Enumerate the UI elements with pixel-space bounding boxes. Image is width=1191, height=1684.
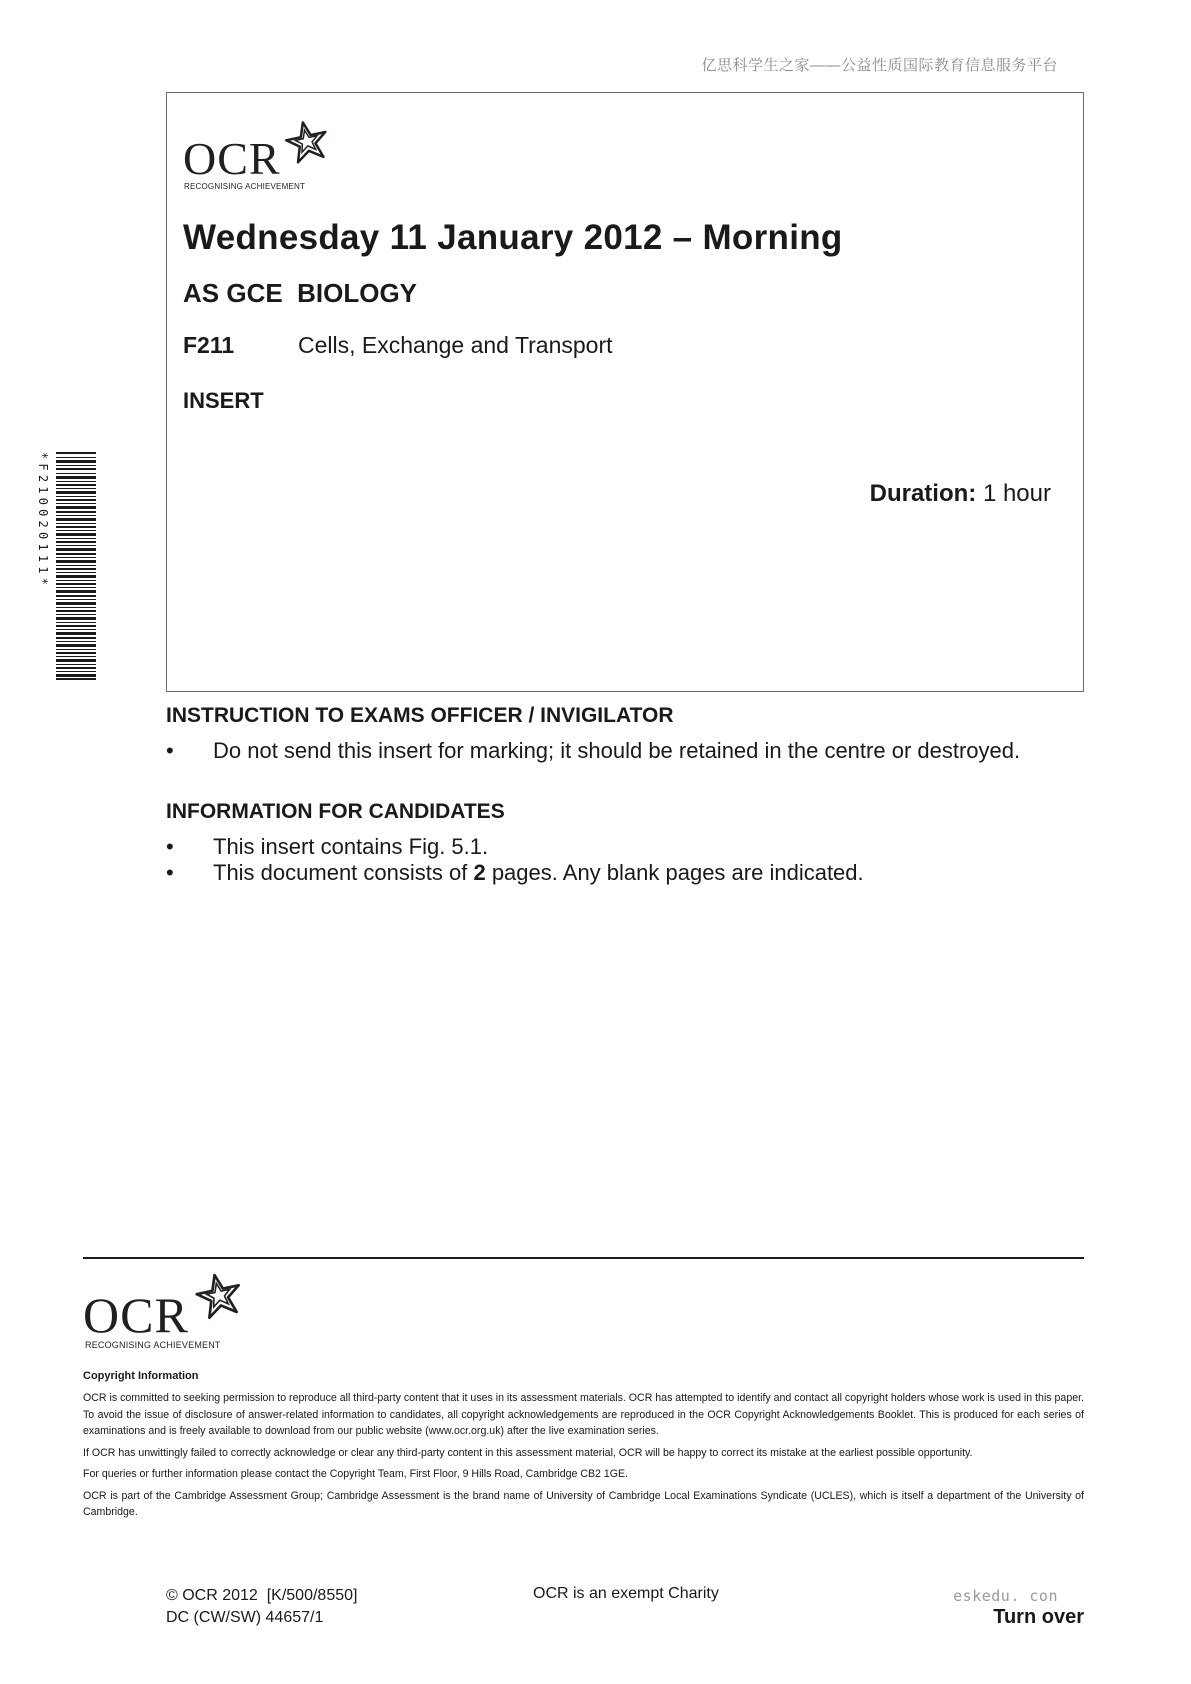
document-type-label: INSERT bbox=[183, 388, 264, 413]
footer-left bbox=[166, 1585, 357, 1629]
instruction-text: Do not send this insert for marking; it should be retained in the centre or destroyed. bbox=[213, 738, 1021, 763]
copyright-body bbox=[83, 1390, 1084, 1526]
ocr-star-icon bbox=[279, 120, 335, 164]
footer-divider bbox=[83, 1257, 1084, 1259]
ocr-star-icon bbox=[189, 1272, 249, 1320]
barcode-text: *F210020111* bbox=[36, 452, 50, 590]
ocr-logo-header bbox=[183, 120, 343, 192]
unit-title: Cells, Exchange and Transport bbox=[298, 332, 613, 358]
info-text-after: pages. Any blank pages are indicated. bbox=[485, 860, 864, 885]
page-count: 2 bbox=[473, 860, 486, 885]
qualification-title: AS GCE BIOLOGY bbox=[183, 278, 418, 308]
instructions-list bbox=[166, 738, 1084, 764]
ocr-logo-text: OCR bbox=[183, 133, 281, 184]
bullet-icon: • bbox=[166, 860, 174, 885]
duration-value: 1 hour bbox=[982, 480, 1051, 507]
information-heading: INFORMATION FOR CANDIDATES bbox=[166, 800, 505, 823]
exam-date-session: Wednesday 11 January 2012 – Morning bbox=[183, 218, 843, 257]
charity-statement: OCR is an exempt Charity bbox=[533, 1585, 719, 1602]
copyright-paragraph: If OCR has unwittingly failed to correctly acknowledge or clear any third-party content in this assessment material, OCR will be happy to correct its mistake at the earliest possible opportunity. bbox=[83, 1446, 973, 1459]
list-item bbox=[166, 860, 1084, 886]
copyright-line: © OCR 2012 [K/500/8550] bbox=[166, 1587, 358, 1604]
bullet-icon: • bbox=[166, 834, 174, 859]
ocr-logo-tagline: RECOGNISING ACHIEVEMENT bbox=[184, 182, 306, 191]
top-watermark: 亿思科学生之家——公益性质国际教育信息服务平台 bbox=[701, 57, 1058, 74]
duration bbox=[870, 480, 1051, 508]
information-list bbox=[166, 834, 1084, 886]
duration-label: Duration: bbox=[869, 480, 977, 507]
ocr-logo-tagline: RECOGNISING ACHIEVEMENT bbox=[85, 1340, 221, 1350]
reference-line: DC (CW/SW) 44657/1 bbox=[166, 1609, 324, 1626]
copyright-paragraph: OCR is committed to seeking permission to reproduce all third-party content that it uses in its assessment materials. OCR has attempted to identify and contact all copyright holders whose work is used in this paper. To avoid the issue of disclosure of answer-related information to candidates, all copyright acknowledgements are reproduced in the OCR Copyright Acknowledgements Booklet. This is produced for each series of examinations and is freely available to download from our public website (www.ocr.org.uk) after the live examination series. bbox=[83, 1392, 1084, 1437]
instructions-heading: INSTRUCTION TO EXAMS OFFICER / INVIGILATOR bbox=[166, 704, 674, 727]
ocr-logo-footer bbox=[83, 1272, 263, 1352]
list-item bbox=[166, 834, 1084, 860]
footer-watermark: eskedu. con bbox=[953, 1587, 1058, 1605]
copyright-paragraph: OCR is part of the Cambridge Assessment Group; Cambridge Assessment is the brand name of University of Cambridge Local Examinations Syndicate (UCLES), which is itself a department of the University of Cambridge. bbox=[83, 1489, 1084, 1518]
info-text-before: This document consists of bbox=[213, 860, 474, 885]
copyright-paragraph: For queries or further information please contact the Copyright Team, First Floor, 9 Hills Road, Cambridge CB2 1GE. bbox=[83, 1468, 629, 1480]
unit-code: F211 bbox=[183, 332, 235, 358]
list-item bbox=[166, 738, 1084, 764]
ocr-logo-text: OCR bbox=[83, 1287, 189, 1343]
bullet-icon: • bbox=[166, 738, 174, 763]
barcode-icon bbox=[42, 452, 98, 680]
info-text: This insert contains Fig. 5.1. bbox=[213, 834, 489, 859]
turn-over-label: Turn over bbox=[993, 1606, 1084, 1628]
copyright-heading: Copyright Information bbox=[83, 1370, 199, 1382]
